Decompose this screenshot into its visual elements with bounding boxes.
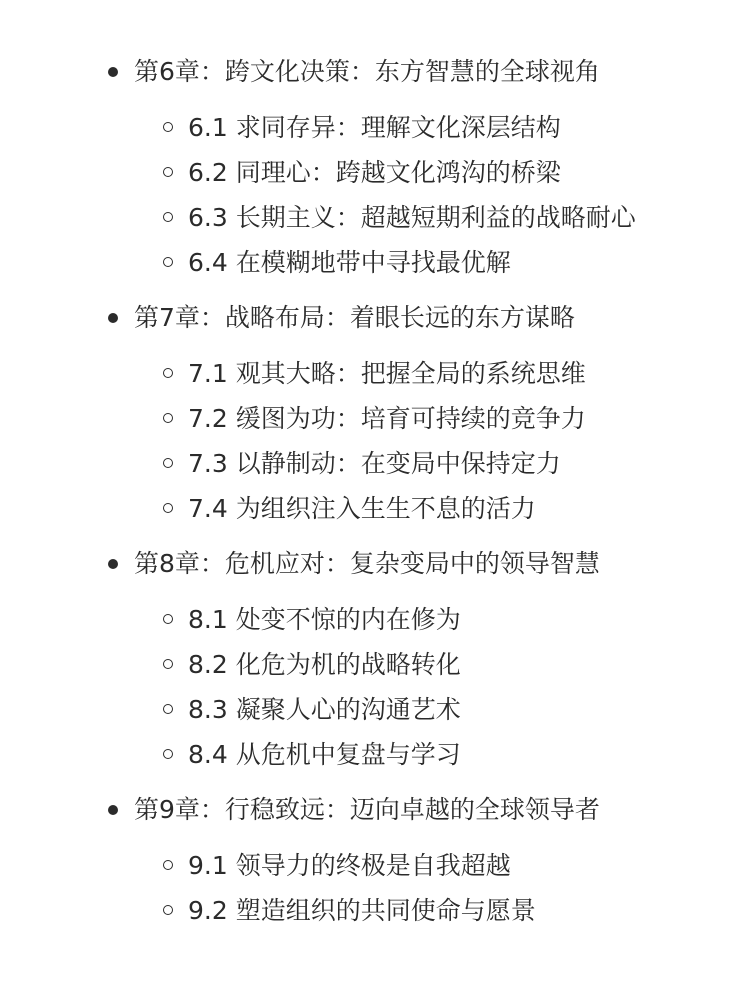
bullet-circle-icon	[163, 212, 173, 222]
list-item	[108, 687, 728, 732]
bullet-circle-icon	[163, 749, 173, 759]
chapter-8	[108, 542, 728, 777]
section-title: 9.2 塑造组织的共同使命与愿景	[188, 896, 536, 925]
bullet-dot-icon	[108, 805, 118, 815]
section-title: 8.1 处变不惊的内在修为	[188, 605, 461, 634]
bullet-circle-icon	[163, 659, 173, 669]
bullet-circle-icon	[163, 860, 173, 870]
section-title: 6.1 求同存异：理解文化深层结构	[188, 113, 561, 142]
list-item	[108, 396, 728, 441]
list-item	[108, 597, 728, 642]
list-item	[108, 486, 728, 531]
list-item	[108, 642, 728, 687]
list-item	[108, 150, 728, 195]
bullet-circle-icon	[163, 368, 173, 378]
section-title: 8.4 从危机中复盘与学习	[188, 740, 461, 769]
section-title: 6.3 长期主义：超越短期利益的战略耐心	[188, 203, 636, 232]
section-title: 7.4 为组织注入生生不息的活力	[188, 494, 536, 523]
chapter-heading	[108, 788, 728, 832]
section-title: 7.2 缓图为功：培育可持续的竞争力	[188, 404, 586, 433]
chapter-9	[108, 788, 728, 933]
list-item	[108, 843, 728, 888]
chapter-title: 第8章：危机应对：复杂变局中的领导智慧	[134, 549, 600, 578]
section-title: 7.1 观其大略：把握全局的系统思维	[188, 359, 586, 388]
chapter-title: 第6章：跨文化决策：东方智慧的全球视角	[134, 57, 600, 86]
bullet-circle-icon	[163, 458, 173, 468]
section-title: 6.2 同理心：跨越文化鸿沟的桥梁	[188, 158, 561, 187]
bullet-circle-icon	[163, 905, 173, 915]
bullet-circle-icon	[163, 704, 173, 714]
section-list	[108, 351, 728, 531]
list-item	[108, 732, 728, 777]
bullet-dot-icon	[108, 67, 118, 77]
section-title: 7.3 以静制动：在变局中保持定力	[188, 449, 561, 478]
bullet-circle-icon	[163, 503, 173, 513]
bullet-circle-icon	[163, 167, 173, 177]
list-item	[108, 195, 728, 240]
section-list	[108, 105, 728, 285]
section-list	[108, 597, 728, 777]
bullet-circle-icon	[163, 413, 173, 423]
chapter-heading	[108, 542, 728, 586]
list-item	[108, 105, 728, 150]
chapter-heading	[108, 296, 728, 340]
section-title: 8.3 凝聚人心的沟通艺术	[188, 695, 461, 724]
chapter-6	[108, 50, 728, 285]
bullet-circle-icon	[163, 122, 173, 132]
chapter-7	[108, 296, 728, 531]
section-title: 6.4 在模糊地带中寻找最优解	[188, 248, 511, 277]
bullet-dot-icon	[108, 559, 118, 569]
chapter-title: 第9章：行稳致远：迈向卓越的全球领导者	[134, 795, 600, 824]
bullet-dot-icon	[108, 313, 118, 323]
list-item	[108, 441, 728, 486]
list-item	[108, 888, 728, 933]
bullet-circle-icon	[163, 257, 173, 267]
list-item	[108, 351, 728, 396]
list-item	[108, 240, 728, 285]
bullet-circle-icon	[163, 614, 173, 624]
section-list	[108, 843, 728, 933]
section-title: 9.1 领导力的终极是自我超越	[188, 851, 511, 880]
chapter-heading	[108, 50, 728, 94]
chapter-title: 第7章：战略布局：着眼长远的东方谋略	[134, 303, 575, 332]
section-title: 8.2 化危为机的战略转化	[188, 650, 461, 679]
